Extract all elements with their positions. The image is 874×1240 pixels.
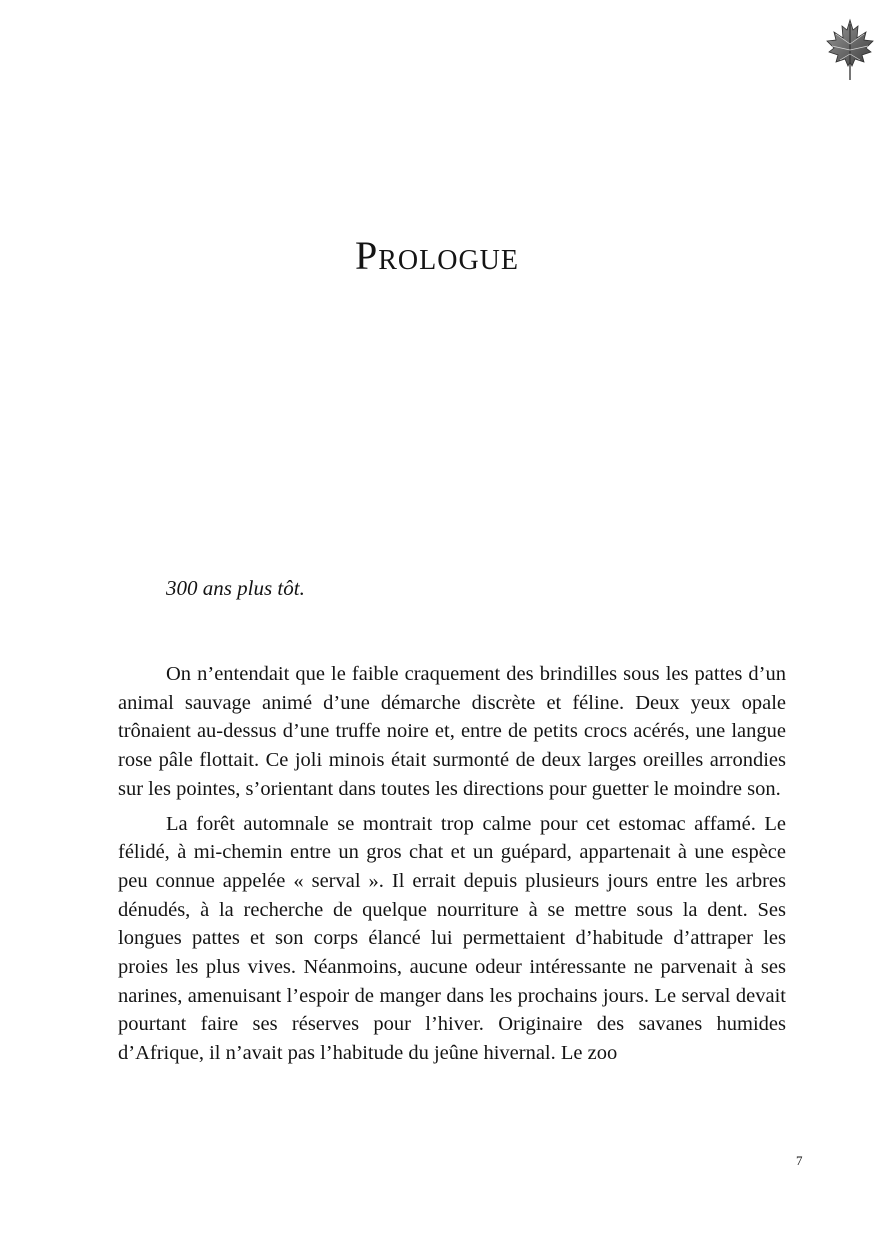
- paragraph: La forêt automnale se montrait trop calme pour cet estomac affamé. Le félidé, à mi-chemin entre un gros chat et un guépard, appartenait à une espèce peu connue appelée « serval ». Il errait depuis plusieurs jours entre les arbres dénudés, à la recherche de quelque nourriture à se mettre sous la dent. Ses longues pattes et son corps élancé lui permettaient d’habitude d’attraper les proies les plus vives. Néanmoins, aucune odeur intéressante ne parvenait à ses narines, amenuisant l’espoir de manger dans les prochains jours. Le serval devait pourtant faire ses réserves pour l’hiver. Originaire des savanes humides d’Afrique, il n’avait pas l’habitude du jeûne hivernal. Le zoo: [118, 812, 786, 1065]
- body-text: [118, 660, 786, 1074]
- epigraph: 300 ans plus tôt.: [166, 576, 305, 600]
- paragraph: On n’entendait que le faible craquement des brindilles sous les pattes d’un animal sauvage animé d’une démarche discrète et féline. Deux yeux opale trônaient au-dessus d’une truffe noire et, entre de petits crocs acérés, une langue rose pâle flottait. Ce joli minois était surmonté de deux larges oreilles arrondies sur les pointes, s’orientant dans toutes les directions pour guetter le moindre son.: [118, 663, 786, 800]
- page-number: 7: [796, 1153, 803, 1168]
- chapter-title: Prologue: [354, 233, 519, 278]
- maple-leaf-icon: [824, 18, 874, 84]
